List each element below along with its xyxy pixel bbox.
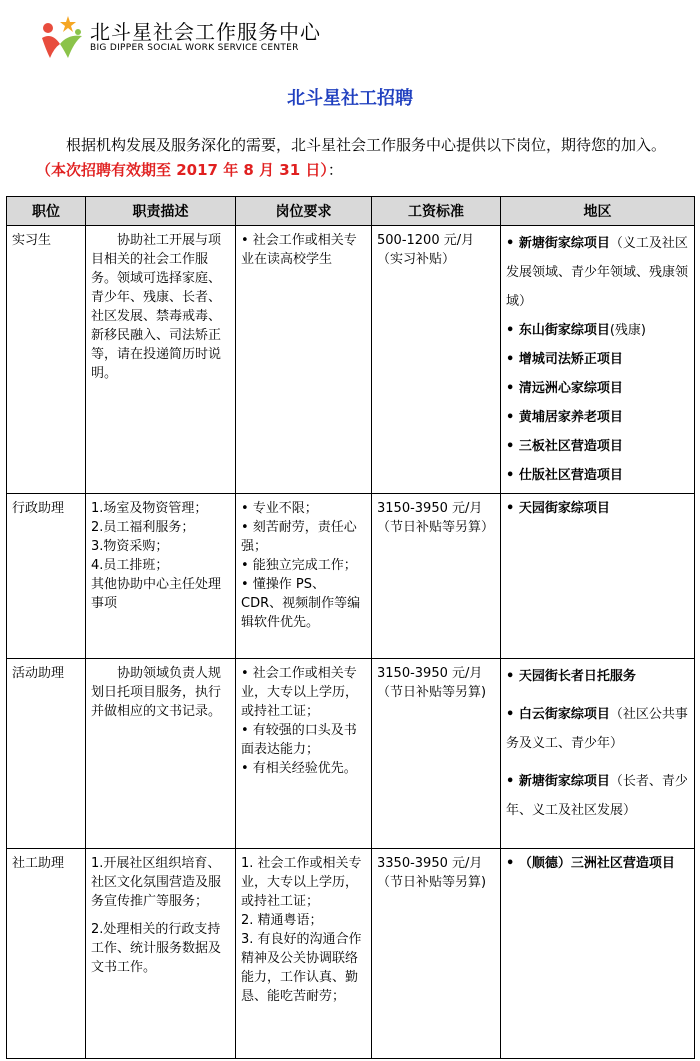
validity-note: （本次招聘有效期至 2017 年 8 月 31 日）: [36, 161, 328, 179]
location-item: [506, 852, 689, 871]
col-header-duties: 职责描述: [86, 197, 236, 226]
jobs-table: [6, 196, 695, 1059]
col-header-salary: 工资标准: [372, 197, 501, 226]
location-item: [506, 403, 689, 432]
location-name: • 东山街家综项目: [506, 323, 610, 338]
location-item: [506, 229, 689, 316]
location-name: • 三板社区营造项目: [506, 439, 623, 454]
requirements-cell: [236, 226, 372, 494]
requirement-item: • 有较强的口头及书面表达能力；: [241, 723, 357, 757]
table-row: [7, 226, 695, 494]
requirement-item: • 专业不限；: [241, 501, 318, 516]
location-cell: [501, 494, 695, 659]
duty-item: 协助社工开展与项目相关的社会工作服务。领域可选择家庭、青少年、残康、长者、社区发展、禁毒戒毒、新移民融入、司法矫正等，请在投递简历时说明。: [91, 233, 222, 381]
requirements-cell: [236, 659, 372, 849]
location-name: • 清远洲心家综项目: [506, 381, 623, 396]
location-item: [506, 374, 689, 403]
duty-item: 其他协助中心主任处理事项: [91, 577, 222, 611]
location-note: （义工及社区发展领域、青少年领域、残康领域）: [506, 236, 689, 309]
location-item: [506, 662, 689, 691]
intro-tail: ：: [327, 161, 343, 179]
requirements-cell: [236, 849, 372, 1059]
org-name-cn: 北斗星社会工作服务中心: [90, 20, 321, 44]
duties-cell: [86, 226, 236, 494]
location-item: [506, 432, 689, 461]
location-name: • 仕版社区营造项目: [506, 468, 623, 483]
location-item: [506, 461, 689, 490]
duty-item: 1.开展社区组织培育、社区文化氛围营造及服务宣传推广等服务；: [91, 856, 222, 909]
position-cell: 行政助理: [7, 494, 86, 659]
duty-item: 3.物资采购；: [91, 539, 169, 554]
position-cell: 实习生: [7, 226, 86, 494]
location-cell: [501, 226, 695, 494]
table-header-row: [7, 197, 695, 226]
location-item: [506, 316, 689, 345]
location-name: • 天园街家综项目: [506, 501, 610, 516]
location-item: [506, 767, 689, 825]
salary-cell: 3150-3950 元/月（节日补贴等另算）: [372, 494, 501, 659]
table-row: [7, 849, 695, 1059]
position-cell: 活动助理: [7, 659, 86, 849]
requirement-item: • 刻苦耐劳，责任心强；: [241, 520, 357, 554]
requirements-cell: [236, 494, 372, 659]
duty-item: 2.员工福利服务；: [91, 520, 195, 535]
col-header-requirements: 岗位要求: [236, 197, 372, 226]
location-name: • （顺德）三洲社区营造项目: [506, 856, 675, 871]
location-name: • 白云街家综项目: [506, 707, 610, 722]
location-name: • 增城司法矫正项目: [506, 352, 623, 367]
requirement-item: • 社会工作或相关专业在读高校学生: [241, 233, 357, 267]
location-name: • 新塘街家综项目: [506, 774, 610, 789]
intro-paragraph: [36, 133, 666, 183]
requirement-item: 2. 精通粤语；: [241, 913, 323, 928]
col-header-location: 地区: [501, 197, 695, 226]
duties-cell: [86, 659, 236, 849]
page-title: 北斗星社工招聘: [287, 88, 413, 109]
requirement-item: 3. 有良好的沟通合作精神及公关协调联络能力，工作认真、勤恳、能吃苦耐劳；: [241, 932, 362, 1004]
requirement-item: • 社会工作或相关专业，大专以上学历，或持社工证；: [241, 666, 359, 719]
salary-cell: 3350-3950 元/月（节日补贴等另算): [372, 849, 501, 1059]
table-row: [7, 494, 695, 659]
duty-item: 2.处理相关的行政支持工作、统计服务数据及文书工作。: [91, 922, 222, 975]
location-name: • 天园街长者日托服务: [506, 669, 636, 684]
duty-item: 1.场室及物资管理；: [91, 501, 208, 516]
requirement-item: • 懂操作 PS、CDR、视频制作等编辑软件优先。: [241, 577, 361, 630]
location-cell: [501, 849, 695, 1059]
salary-cell: 500-1200 元/月（实习补贴）: [372, 226, 501, 494]
col-header-position: 职位: [7, 197, 86, 226]
location-item: [506, 345, 689, 374]
location-note: （长者、青少年、义工及社区发展）: [506, 774, 688, 818]
position-cell: 社工助理: [7, 849, 86, 1059]
requirement-item: • 能独立完成工作；: [241, 558, 357, 573]
requirement-item: • 有相关经验优先。: [241, 761, 357, 776]
requirement-item: 1. 社会工作或相关专业，大专以上学历，或持社工证；: [241, 856, 362, 909]
org-name-en: BIG DIPPER SOCIAL WORK SERVICE CENTER: [90, 43, 299, 53]
location-item: [506, 700, 689, 758]
location-name: • 黄埔居家养老项目: [506, 410, 623, 425]
salary-cell: 3150-3950 元/月（节日补贴等另算): [372, 659, 501, 849]
duties-cell: [86, 849, 236, 1059]
duties-cell: [86, 494, 236, 659]
location-item: [506, 497, 689, 516]
duty-item: 协助领域负责人规划日托项目服务，执行并做相应的文书记录。: [91, 666, 222, 719]
intro-text: 根据机构发展及服务深化的需要，北斗星社会工作服务中心提供以下岗位，期待您的加入。: [66, 136, 667, 154]
page-header: [38, 10, 438, 60]
table-row: [7, 659, 695, 849]
location-cell: [501, 659, 695, 849]
star-person-logo-icon: [38, 14, 86, 60]
location-note: （社区公共事务及义工、青少年）: [506, 707, 688, 751]
location-note: (残康): [609, 323, 646, 338]
duty-item: 4.员工排班；: [91, 558, 169, 573]
location-name: • 新塘街家综项目: [506, 236, 610, 251]
